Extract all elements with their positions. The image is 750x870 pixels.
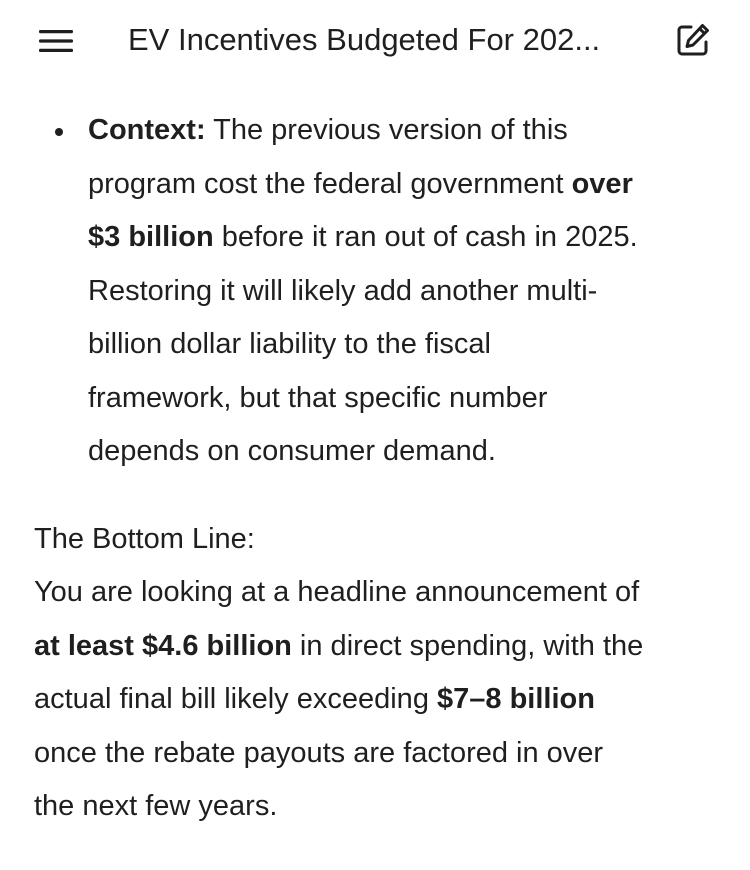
edit-note-icon [674,21,712,59]
text-span: program cost the federal government [88,167,572,200]
context-label: Context: [88,114,206,146]
conversation-title: EV Incentives Budgeted For 202... [128,22,601,57]
text-span: The previous version of this [205,114,568,146]
new-chat-button[interactable] [670,18,716,62]
text-line [34,673,729,727]
bottom-line-paragraph [34,566,729,834]
text-span: in direct spending, with the [291,629,644,662]
menu-button[interactable] [34,22,78,60]
text-line: once the rebate payouts are factored in over [34,736,604,769]
top-app-bar [0,0,750,82]
text-line: the next few years. [34,790,278,822]
text-line [34,620,729,674]
text-span: before it ran out of cash in 2025. [213,221,638,253]
text-line: framework, but that specific number [88,381,548,414]
bottom-line-heading: The Bottom Line: [34,523,255,555]
text-line: You are looking at a headline announcement of [34,576,640,608]
context-bullet [88,104,728,479]
hamburger-menu-icon [37,27,75,55]
text-line [88,104,728,158]
text-span: actual final bill likely exceeding [34,683,437,715]
bold-span: at least $4.6 billion [34,629,292,662]
bold-span: $7–8 billion [437,683,595,715]
text-line: depends on consumer demand. [88,435,496,467]
bold-span: $3 billion [88,221,214,253]
bullet-point [55,128,63,136]
text-line: billion dollar liability to the fiscal [88,328,491,360]
text-line: Restoring it will likely add another multi- [88,274,598,307]
text-line [88,158,728,212]
text-line [88,211,728,265]
bold-span: over [571,167,633,200]
